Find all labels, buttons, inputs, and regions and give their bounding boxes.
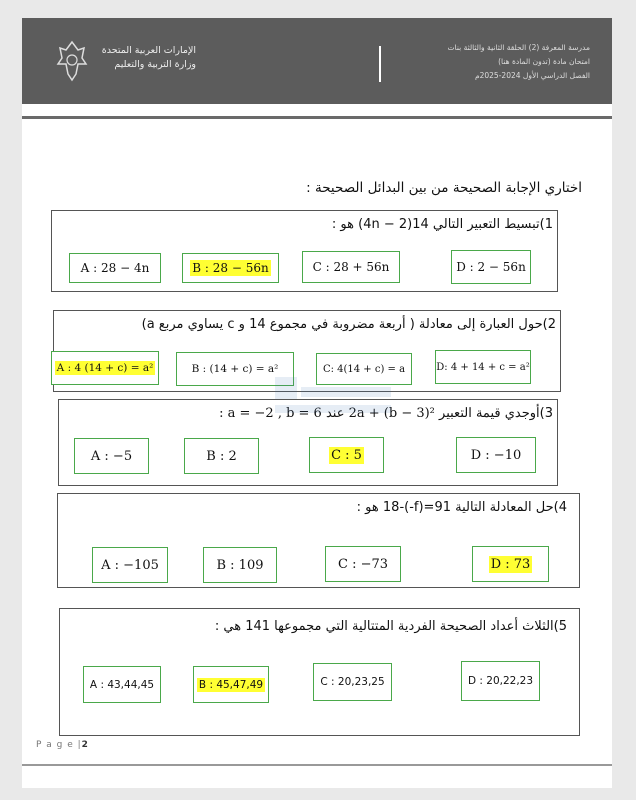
option-d[interactable]: D : 73 <box>472 546 549 582</box>
question-box-4 <box>57 493 580 588</box>
question-number: 2) <box>542 317 556 332</box>
falcon-emblem-icon <box>54 40 90 82</box>
question-number: 1) <box>539 217 553 232</box>
instruction: اختاري الإجابة الصحيحة من بين البدائل الصحيحة : <box>306 180 582 196</box>
option-b[interactable]: B : 2 <box>184 438 259 474</box>
option-b[interactable]: B : 45,47,49 <box>193 666 269 703</box>
option-b[interactable]: B : 109 <box>203 547 277 583</box>
header-divider <box>379 46 381 82</box>
option-d[interactable]: D : 2 − 56n <box>451 250 531 284</box>
page-label: P a g e | <box>36 740 82 750</box>
page-footer <box>36 740 89 750</box>
option-b[interactable]: B : 28 − 56n <box>182 253 279 283</box>
option-c[interactable]: C : 28 + 56n <box>302 251 400 283</box>
page-header <box>22 18 612 104</box>
watermark-logo-icon <box>255 373 405 433</box>
option-d[interactable]: D : −10 <box>456 437 536 473</box>
option-d[interactable]: D : 20,22,23 <box>461 661 540 701</box>
option-c[interactable]: C : −73 <box>325 546 401 582</box>
question-box-1 <box>51 210 558 292</box>
ministry-name: الإمارات العربية المتحدة وزارة التربية والتعليم <box>101 45 196 70</box>
page-number: 2 <box>81 740 89 750</box>
question-2-text: 2)حول العبارة إلى معادلة ( أربعة مضروبة في مجموع 14 و c يساوي مربع a) <box>141 317 556 332</box>
option-c[interactable]: C : 20,23,25 <box>313 663 392 701</box>
school-info: مدرسة المعرفة (2) الحلقة الثانية والثالثة بنات امتحان مادة (تدون المادة هنا) الفصل الدراسي الأول 2024-2025م <box>447 43 590 80</box>
header-rule <box>22 116 612 119</box>
footer-rule <box>22 764 612 766</box>
option-c[interactable]: C: 4(14 + c) = a <box>316 353 412 385</box>
option-d[interactable]: D: 4 + 14 + c = a² <box>435 350 531 384</box>
question-4-text: 4)حل المعادلة التالية 91=(f-)-18 هو : <box>356 500 567 515</box>
question-3-text: 3)أوجدي قيمة التعبير 2a + (b − 3)² عند a = −2 , b = 6 : <box>219 406 553 421</box>
exam-page <box>22 18 612 788</box>
option-a[interactable]: A : 28 − 4n <box>69 253 161 283</box>
question-number: 5) <box>553 619 567 634</box>
question-1-text: 1)تبسيط التعبير التالي 14(4n − 2) هو : <box>331 217 553 232</box>
question-box-5 <box>59 608 580 736</box>
option-a[interactable]: A : −105 <box>92 547 168 583</box>
option-a[interactable]: A : 4 (14 + c) = a² <box>51 351 159 385</box>
option-b[interactable]: B : (14 + c) = a² <box>176 352 294 386</box>
question-number: 3) <box>539 406 553 421</box>
option-c[interactable]: C : 5 <box>309 437 384 473</box>
question-number: 4) <box>553 500 567 515</box>
option-a[interactable]: A : 43,44,45 <box>83 666 161 703</box>
option-a[interactable]: A : −5 <box>74 438 149 474</box>
question-5-text: 5)الثلاث أعداد الصحيحة الفردية المتتالية التي مجموعها 141 هي : <box>214 619 567 634</box>
